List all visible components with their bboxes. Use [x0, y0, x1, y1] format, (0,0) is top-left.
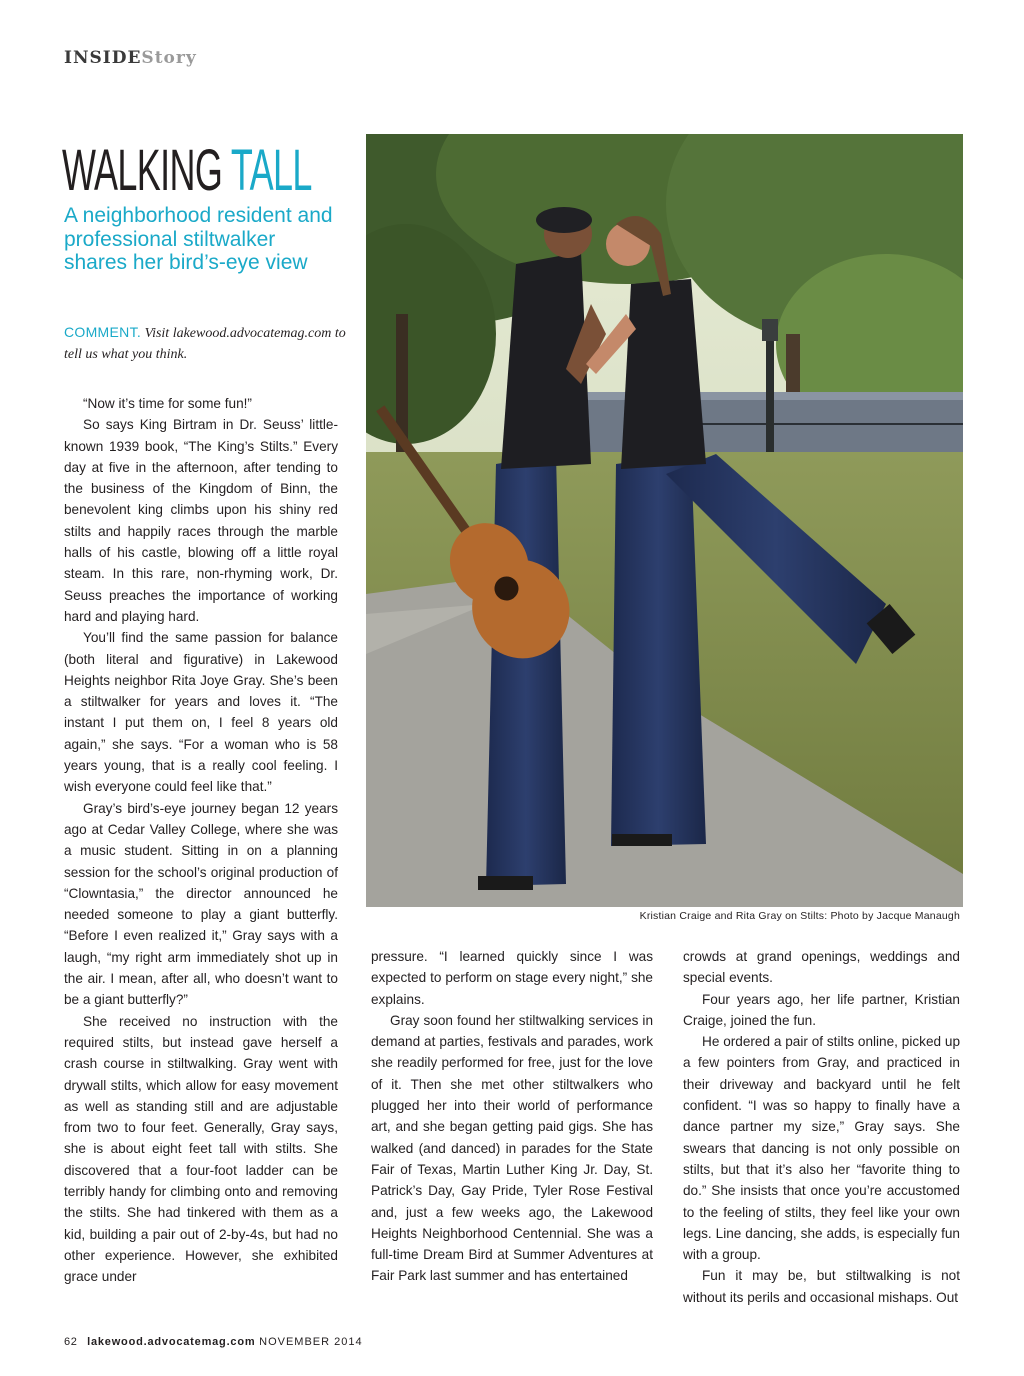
paragraph: She received no instruction with the required stilts, but instead gave herself a crash course in stiltwalking. Gray went with drywall stilts, which allow for easy movement as well as standing still and are adjustable from two to four feet. Generally, Gray says, she is about eight feet tall with stilts. She discovered that a four-foot ladder can be terribly handy for climbing onto and removing the stilts. She had tinkered with them as a kid, building a pair out of 2-by-4s, but had no other experience. However, she exhibited grace under [64, 1013, 338, 1285]
paragraph: He ordered a pair of stilts online, picked up a few pointers from Gray, and practiced in their driveway and backyard until he felt confident. “I was so happy to finally have a dance partner my size,” Gray says. She swears that dancing is not only possible on stilts, but that it’s also her “favorite thing to do.” She insists that once you’re accustomed to the feeling of stilts, they feel like your own legs. Line dancing, she adds, is especially fun with a group. [683, 1034, 960, 1263]
comment-callout [64, 322, 349, 365]
section-label-part1: INSIDE [64, 48, 142, 68]
comment-text: Visit lakewood.advocatemag.com to tell us what you think. [64, 326, 346, 362]
photo-caption: Kristian Craige and Rita Gray on Stilts: Photo by Jacque Manaugh [639, 910, 960, 922]
paragraph: Gray soon found her stiltwalking services in demand at parties, festivals and parades, work she readily performed for free, just for the love of it. Then she met other stiltwalkers who plugged her into their world of performance art, and she began getting paid gigs. She has walked (and danced) in parades for the State Fair of Texas, Martin Luther King Jr. Day, St. Patrick’s Day, Gay Pride, Tyler Rose Festival and, just a few weeks ago, the Lakewood Heights Neighborhood Centennial. She was a full-time Dream Bird at Summer Adventures at Fair Park last summer and has entertained [371, 1012, 653, 1284]
section-label-part2: Story [141, 48, 197, 68]
paragraph: crowds at grand openings, weddings and special events. [683, 949, 960, 986]
feature-photo [366, 134, 963, 907]
section-label [64, 48, 197, 68]
dek: A neighborhood resident and professional stiltwalker shares her bird’s-eye view [64, 204, 333, 274]
page-number: 62 [64, 1336, 78, 1348]
headline-word2: TALL [230, 138, 312, 203]
paragraph: pressure. “I learned quickly since I was expected to perform on stage every night,” she explains. [371, 949, 653, 1007]
comment-keyword: COMMENT. [64, 324, 142, 340]
body-column-3 [683, 946, 960, 1308]
stiltwalkers-photo [366, 134, 963, 907]
paragraph: Four years ago, her life partner, Kristian Craige, joined the fun. [683, 991, 960, 1028]
footer-url: lakewood.advocatemag.com [87, 1336, 256, 1348]
headline [62, 138, 312, 204]
paragraph: “Now it’s time for some fun!” [83, 396, 252, 411]
paragraph: Gray’s bird’s-eye journey began 12 years ago at Cedar Valley College, where she was a music student. Sitting in on a planning session for the school’s original production of “Clowntasia,” the director announced he needed someone to play a giant butterfly. “Before I even realized it,” Gray says with a laugh, “my right arm immediately shot up in the air. I mean, after all, who doesn’t want to be a giant butterfly?” [64, 800, 338, 1008]
footer-date: NOVEMBER 2014 [259, 1336, 363, 1348]
body-column-1 [64, 393, 338, 1287]
body-column-2 [371, 946, 653, 1287]
page-footer [64, 1336, 363, 1348]
paragraph: So says King Birtram in Dr. Seuss’ little-known 1939 book, “The King’s Stilts.” Every day at five in the afternoon, after tending to the business of the Kingdom of Binn, the benevolent king climbs upon his shiny red stilts and happily races through the marble halls of his castle, blowing off a little royal steam. In this rare, non-rhyming work, Dr. Seuss preaches the importance of working hard and playing hard. [64, 417, 338, 624]
headline-word1: WALKING [62, 138, 223, 203]
paragraph: Fun it may be, but stiltwalking is not without its perils and occasional mishaps. Out [683, 1268, 960, 1305]
paragraph: You’ll find the same passion for balance (both literal and figurative) in Lakewood Heights neighbor Rita Joye Gray. She’s been a stiltwalker for years and loves it. “The instant I put them on, I feel 8 years old again,” she says. “For a woman who is 58 years young, that is a really cool feeling. I wish everyone could feel like that.” [64, 630, 338, 795]
